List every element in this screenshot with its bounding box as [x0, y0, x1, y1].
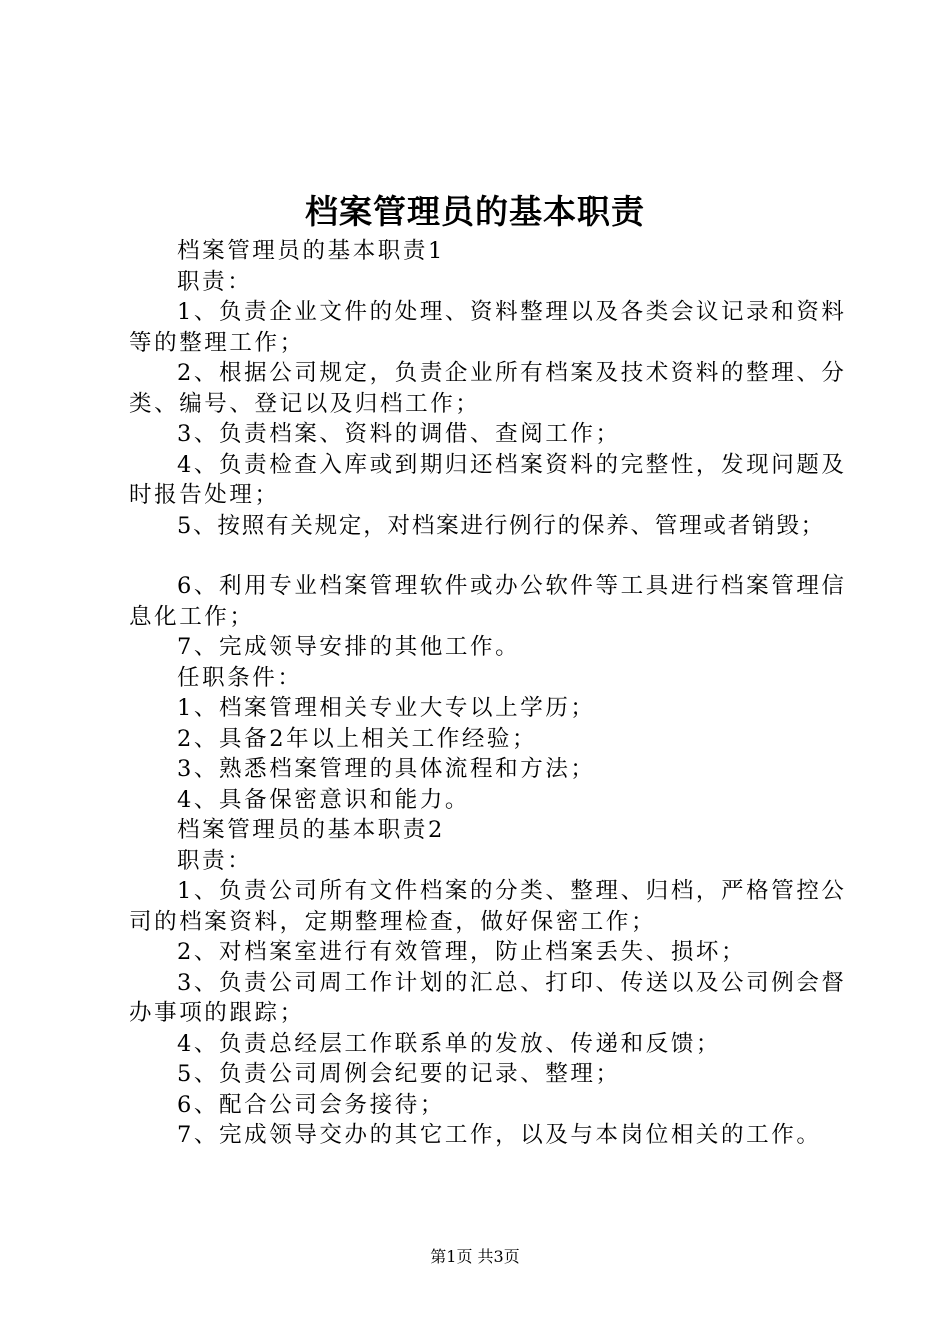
- requirement-item: 4、具备保密意识和能力。: [177, 786, 471, 813]
- duty-item: 3、负责公司周工作计划的汇总、打印、传送以及公司例会督办事项的跟踪；: [129, 969, 847, 1026]
- duty-item: 5、按照有关规定，对档案进行例行的保养、管理或者销毁；: [177, 512, 825, 539]
- duty-item: 4、负责检查入库或到期归还档案资料的完整性，发现问题及时报告处理；: [129, 451, 847, 508]
- duty-item: 7、完成领导交办的其它工作，以及与本岗位相关的工作。: [177, 1122, 822, 1148]
- requirement-item: 1、档案管理相关专业大专以上学历；: [177, 695, 596, 721]
- subheading-duties: 职责：: [177, 847, 253, 874]
- blank-line: [129, 541, 849, 571]
- subheading-duties: 职责：: [177, 268, 253, 295]
- duty-item: 4、负责总经层工作联系单的发放、传递和反馈；: [177, 1030, 722, 1057]
- duty-item: 2、根据公司规定，负责企业所有档案及技术资料的整理、分类、编号、登记以及归档工作；: [129, 360, 847, 417]
- requirement-item: 2、具备2年以上相关工作经验；: [177, 725, 538, 752]
- duty-item: 6、利用专业档案管理软件或办公软件等工具进行档案管理信息化工作；: [129, 573, 847, 630]
- document-body: [129, 236, 849, 1151]
- duty-item: 2、对档案室进行有效管理，防止档案丢失、损坏；: [177, 939, 747, 965]
- duty-item: 7、完成领导安排的其他工作。: [177, 634, 521, 660]
- section-heading: 档案管理员的基本职责1: [177, 238, 445, 264]
- subheading-requirements: 任职条件：: [177, 664, 303, 691]
- section-heading: 档案管理员的基本职责2: [177, 817, 445, 843]
- duty-item: 5、负责公司周例会纪要的记录、整理；: [177, 1061, 621, 1087]
- page-footer: 第1页 共3页: [430, 1247, 520, 1266]
- duty-item: 3、负责档案、资料的调借、查阅工作；: [177, 421, 621, 447]
- requirement-item: 3、熟悉档案管理的具体流程和方法；: [177, 756, 596, 782]
- duty-item: 1、负责公司所有文件档案的分类、整理、归档，严格管控公司的档案资料，定期整理检查，做好保密工作；: [129, 878, 847, 935]
- duty-item: 1、负责企业文件的处理、资料整理以及各类会议记录和资料等的整理工作；: [129, 299, 847, 356]
- document-title: 档案管理员的基本职责: [305, 192, 645, 231]
- duty-item: 6、配合公司会务接待；: [177, 1091, 445, 1118]
